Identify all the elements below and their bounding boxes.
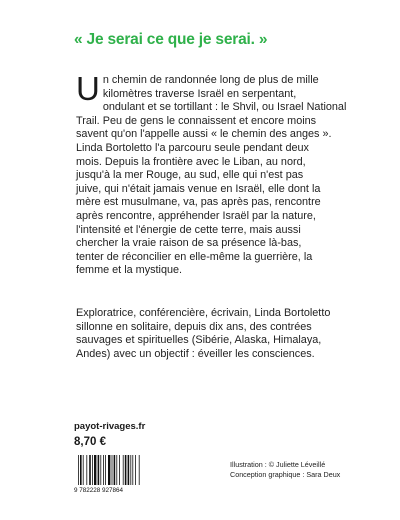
blurb-line: savent qu'on l'appelle aussi « le chemin des anges ». (76, 128, 332, 141)
barcode-bar (100, 455, 101, 485)
barcode-bar (108, 455, 110, 485)
tagline: « Je serai ce que je serai. » (74, 31, 268, 48)
blurb-line: mère est musulmane, va, pas après pas, rencontre (76, 196, 321, 209)
barcode-bar (130, 455, 131, 485)
credits (230, 460, 370, 479)
barcode-bar (78, 455, 79, 485)
blurb-line: jusqu'à la mer Rouge, au sud, elle qui n'est pas (76, 169, 304, 182)
illustration-credit: Illustration : © Juliette Léveillé (230, 460, 326, 469)
drop-cap: U (76, 70, 100, 107)
barcode-bar (123, 455, 124, 485)
barcode-bar (103, 455, 104, 485)
blurb-line: Trail. Peu de gens le connaissent et encore moins (76, 114, 317, 127)
barcode-bar (89, 455, 91, 485)
blurb-line: kilomètres traverse Israël en serpentant, (102, 87, 297, 100)
publisher-website: payot-rivages.fr (74, 421, 146, 432)
barcode-bar (94, 455, 96, 485)
barcode-bar (119, 455, 120, 485)
blurb-line: chercher la vraie raison de sa présence là-bas, (76, 237, 302, 250)
barcode-bar (105, 455, 106, 485)
barcode-bar (116, 455, 117, 485)
isbn-digits: 9 782228 927864 (74, 487, 124, 493)
blurb-paragraph (76, 70, 362, 278)
barcode-bar (135, 455, 136, 485)
blurb-line: Linda Bortoletto l'a parcouru seule pendant deux (76, 141, 309, 154)
blurb-line: femme et la mystique. (76, 264, 183, 277)
bio-line: Andes) avec un objectif : éveiller les consciences. (76, 347, 315, 360)
bio-line: sauvages et spirituelles (Sibérie, Alaska, Himalaya, (76, 334, 322, 347)
blurb-line: n chemin de randonnée long de plus de mille (102, 74, 319, 86)
design-credit: Conception graphique : Sara Deux (230, 469, 341, 479)
barcode-bar (125, 455, 127, 485)
bio-line: sillonne en solitaire, depuis dix ans, des contrées (76, 320, 312, 333)
barcode-bar (128, 455, 130, 485)
barcode-bar (83, 455, 84, 485)
barcode-bar (139, 455, 140, 485)
barcode-bar (86, 455, 87, 485)
barcode-bars (78, 455, 140, 485)
barcode-bar (112, 455, 113, 485)
price: 8,70 € (74, 436, 106, 448)
blurb-line: l'intensité et l'énergie de cette terre, mais aussi (76, 223, 301, 236)
barcode-bar (92, 455, 93, 485)
barcode-bar (132, 455, 133, 485)
barcode-bar (114, 455, 116, 485)
back-cover (40, 0, 366, 520)
isbn-barcode (74, 455, 152, 493)
barcode-bar (80, 455, 82, 485)
bio-line: Exploratrice, conférencière, écrivain, Linda Bortoletto (76, 307, 331, 319)
blurb-line: mois. Depuis la frontière avec le Liban, au nord, (76, 155, 306, 168)
blurb-line: après rencontre, appréhender Israël par la nature, (76, 209, 316, 222)
blurb-line: ondulant et se tortillant : le Shvil, ou Israel National (102, 101, 347, 114)
blurb-line: tenter de réconcilier en elle-même la guerrière, la (76, 250, 313, 263)
barcode-bar (98, 455, 100, 485)
blurb-line: juive, qui n'était jamais venue en Israël, elle dont la (76, 182, 321, 195)
author-bio (76, 307, 362, 361)
